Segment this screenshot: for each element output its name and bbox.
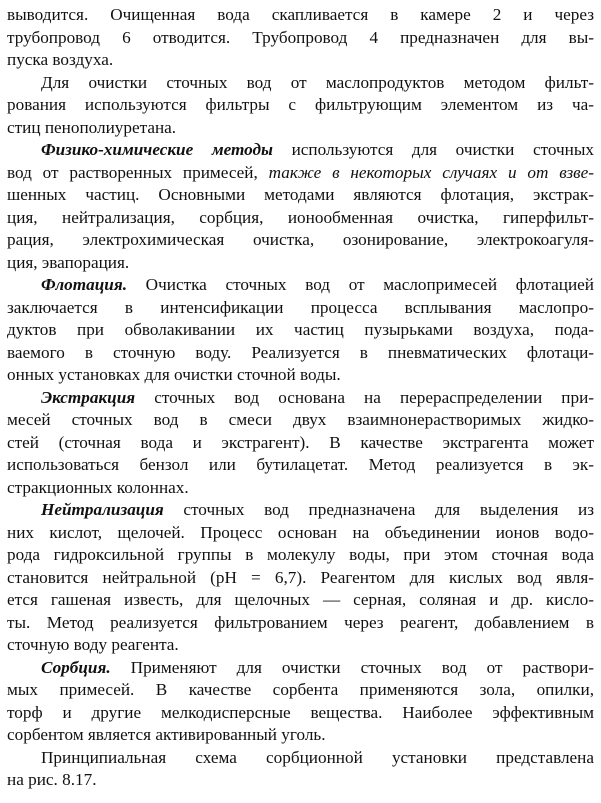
text-line (7, 184, 594, 207)
term-heading: Флотация. (41, 275, 127, 294)
line-text: стей (сточная вода и экстрагент). В качестве экстрагента может (7, 432, 594, 452)
text-line (7, 139, 594, 162)
text-line (7, 702, 594, 725)
line-text: ты. Метод реализуется фильтрованием через реагент, добавлением в (7, 612, 594, 632)
line-text: сточных вод основана на перераспределении при- (135, 387, 594, 407)
text-line (7, 522, 594, 545)
text-line (7, 612, 594, 635)
line-text: Принципиальная схема сорбционной установки представлена (41, 747, 594, 767)
line-text: используются для очистки сточных (272, 140, 594, 159)
text-line (7, 297, 594, 320)
text-line (7, 499, 594, 522)
paragraph (7, 274, 594, 387)
line-text: использоваться бензол или бутилацетат. Метод реализуется в эк- (7, 455, 594, 474)
line-text: становится нейтральной (pH = 6,7). Реагентом для кислых вод явля- (7, 567, 594, 587)
text-line (7, 724, 594, 747)
text-line (7, 49, 594, 72)
term-heading: Нейтрализация (41, 500, 164, 519)
text-line (7, 769, 594, 792)
line-text: Очистка сточных вод от маслопримесей флотацией (127, 275, 594, 294)
line-text: рода гидроксильной группы в молекулу воды, при этом сточная вода (7, 545, 594, 564)
text-line (7, 207, 594, 230)
text-line (7, 274, 594, 297)
line-text: рация, электрохимическая очистка, озонирование, электрокоагуля- (7, 230, 594, 249)
line-text: ваемого в сточную воду. Реализуется в пневматических флотаци- (7, 342, 594, 362)
text-line (7, 229, 594, 252)
line-text: Для очистки сточных вод от маслопродуктов методом фильт- (41, 72, 594, 92)
paragraph (7, 139, 594, 274)
term-heading: Сорбция. (41, 657, 111, 677)
line-text: сточную воду реагента. (7, 635, 179, 654)
line-text: сточных вод предназначена для выделения из (163, 500, 594, 519)
paragraph (7, 72, 594, 140)
term-heading: Экстракция (41, 387, 136, 407)
text-line (7, 657, 594, 680)
line-text: дуктов при обволакивании их частиц пузырьками воздуха, пода- (7, 320, 594, 339)
line-text: на рис. 8.17. (7, 770, 97, 789)
text-line (7, 679, 594, 702)
text-line (7, 589, 594, 612)
text-line (7, 364, 594, 387)
text-line (7, 567, 594, 590)
line-text: рования используются фильтры с фильтрующим элементом из ча- (7, 95, 594, 114)
text-line (7, 634, 594, 657)
paragraph (7, 747, 594, 792)
line-text: месей сточных вод в смеси двух взаимнонерастворимых жидко- (7, 410, 594, 429)
text-line (7, 454, 594, 477)
paragraph (7, 4, 594, 72)
text-line (7, 117, 594, 140)
text-line (7, 27, 594, 50)
text-line (7, 72, 594, 95)
italic-text: также в некоторых случаях и от взве- (268, 162, 594, 182)
line-text: мых примесей. В качестве сорбента применяются зола, опилки, (7, 680, 594, 699)
text-line (7, 252, 594, 275)
text-line (7, 387, 594, 410)
line-text: сорбентом является активированный уголь. (7, 725, 326, 744)
text-line (7, 477, 594, 500)
paragraph (7, 657, 594, 747)
line-text: ция, нейтрализация, сорбция, ионообменная очистка, гиперфильт- (7, 207, 594, 227)
line-text: трубопровод 6 отводится. Трубопровод 4 предназначен для вы- (7, 27, 594, 47)
line-text: шенных частиц. Основными методами являются флотация, экстрак- (7, 185, 594, 204)
text-line (7, 409, 594, 432)
line-text: выводится. Очищенная вода скапливается в камере 2 и через (7, 5, 594, 24)
line-text: торф и другие мелкодисперсные вещества. Наиболее эффективным (7, 702, 594, 722)
text-line (7, 4, 594, 27)
text-line (7, 342, 594, 365)
line-text: пуска воздуха. (7, 50, 114, 69)
paragraph (7, 499, 594, 657)
line-text: Применяют для очистки сточных вод от раствори- (110, 657, 594, 677)
text-line (7, 319, 594, 342)
text-line (7, 544, 594, 567)
text-line (7, 432, 594, 455)
line-text: них кислот, щелочей. Процесс основан на объединении ионов водо- (7, 522, 594, 542)
line-text: онных установках для очистки сточной воды. (7, 365, 341, 384)
paragraph (7, 387, 594, 500)
line-text: стракционных колоннах. (7, 477, 189, 497)
text-line (7, 94, 594, 117)
text-line (7, 747, 594, 770)
line-text: заключается в интенсификации процесса всплывания маслопро- (7, 297, 594, 317)
line-text: ется гашеная известь, для щелочных — серная, соляная и др. кисло- (7, 590, 594, 609)
term-heading: Физико-химические методы (41, 140, 273, 159)
line-text: ция, эвапорация. (7, 252, 130, 272)
text-line (7, 162, 594, 185)
line-text: вод от растворенных примесей, (7, 162, 269, 182)
line-text: стиц пенополиуретана. (7, 117, 177, 137)
